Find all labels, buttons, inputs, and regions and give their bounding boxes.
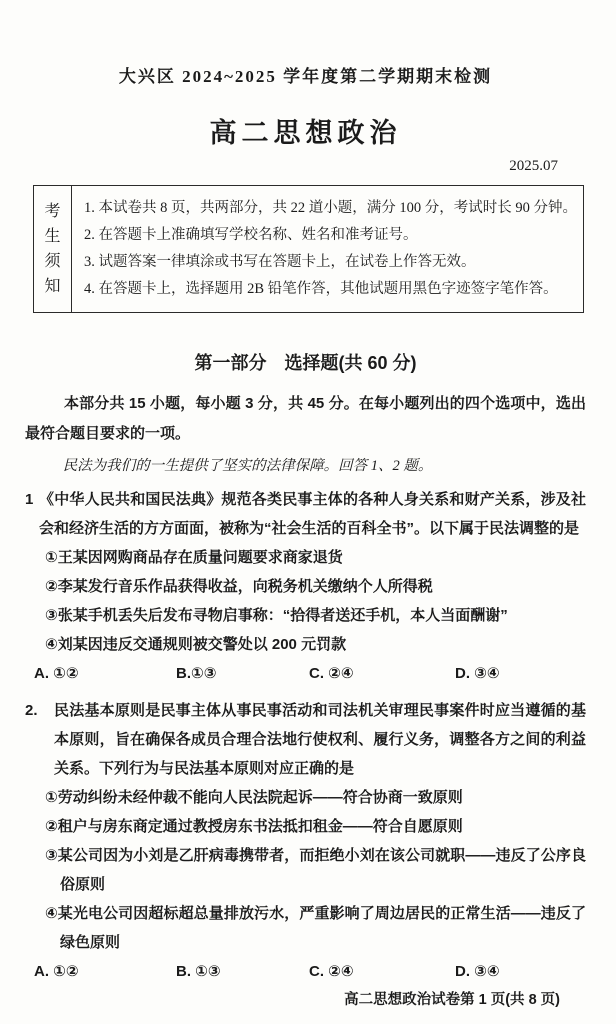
question-1-item-1: ①王某因网购商品存在质量问题要求商家退货 xyxy=(45,549,343,566)
candidate-notice-box xyxy=(33,185,584,313)
question-1-item-4: ④刘某因违反交通规则被交警处以 200 元罚款 xyxy=(45,636,347,653)
notice-item-2: 2. 在答题卡上准确填写学校名称、姓名和准考证号。 xyxy=(84,227,418,243)
exam-session-title: 大兴区 2024~2025 学年度第二学期期末检测 xyxy=(118,67,493,86)
question-1-stem: 《中华人民共和国民法典》规范各类民事主体的各种人身关系和财产关系，涉及社会和经济生活的方方面面，被称为“社会生活的百科全书”。以下属于民法调整的是 xyxy=(39,491,586,537)
notice-vertical-label xyxy=(34,186,72,312)
question-2-items xyxy=(25,783,586,957)
context-note: 民法为我们的一生提供了坚实的法律保障。回答 1、2 题。 xyxy=(62,458,433,474)
question-1-options xyxy=(25,659,586,689)
subject-title: 高二思想政治 xyxy=(209,118,402,148)
question-1-option-a: A. ①② xyxy=(34,665,79,682)
question-1 xyxy=(25,485,586,689)
question-2-stem: 民法基本原则是民事主体从事民事活动和司法机关审理民事案件时应当遵循的基本原则，旨在确保各成员合理合法地行使权利、履行义务，调整各方之间的利益关系。下列行为与民法基本原则对应正确的是 xyxy=(54,702,586,777)
question-2-option-c: C. ②④ xyxy=(309,963,354,980)
notice-item-4: 4. 在答题卡上，选择题用 2B 铅笔作答，其他试题用黑色字迹签字笔作答。 xyxy=(84,281,558,297)
question-1-items xyxy=(25,543,586,659)
notice-item-1: 1. 本试卷共 8 页，共两部分，共 22 道小题，满分 100 分，考试时长 90 分钟。 xyxy=(84,200,577,216)
question-2-item-1: ①劳动纠纷未经仲裁不能向人民法院起诉——符合协商一致原则 xyxy=(45,789,463,806)
question-2-item-3: ③某公司因为小刘是乙肝病毒携带者，而拒绝小刘在该公司就职——违反了公序良俗原则 xyxy=(45,847,586,893)
question-1-option-d: D. ③④ xyxy=(455,665,500,682)
question-1-item-2: ②李某发行音乐作品获得收益，向税务机关缴纳个人所得税 xyxy=(45,578,433,595)
question-2 xyxy=(25,696,586,987)
section-instructions: 本部分共 15 小题，每小题 3 分，共 45 分。在每小题列出的四个选项中，选出最符合题目要求的一项。 xyxy=(25,395,586,442)
notice-item-3: 3. 试题答案一律填涂或书写在答题卡上，在试卷上作答无效。 xyxy=(84,254,476,270)
section-one-title: 第一部分 选择题(共 60 分) xyxy=(194,353,417,373)
question-2-option-a: A. ①② xyxy=(34,963,79,980)
question-2-options xyxy=(25,957,586,987)
question-2-number: 2. xyxy=(25,702,38,719)
question-1-number: 1 xyxy=(25,491,34,508)
question-1-option-c: C. ②④ xyxy=(309,665,354,682)
exam-date: 2025.07 xyxy=(509,158,558,174)
question-1-option-b: B.①③ xyxy=(176,665,217,682)
question-2-item-4: ④某光电公司因超标超总量排放污水，严重影响了周边居民的正常生活——违反了绿色原则 xyxy=(45,905,586,951)
question-2-option-b: B. ①③ xyxy=(176,963,221,980)
notice-items xyxy=(72,186,583,312)
question-2-option-d: D. ③④ xyxy=(455,963,500,980)
page-footer: 高二思想政治试卷第 1 页(共 8 页) xyxy=(344,992,560,1008)
question-1-item-3: ③张某手机丢失后发布寻物启事称：“拾得者送还手机，本人当面酬谢” xyxy=(45,607,508,624)
notice-label-text: 考生须知 xyxy=(44,203,61,295)
question-2-item-2: ②租户与房东商定通过教授房东书法抵扣租金——符合自愿原则 xyxy=(45,818,463,835)
